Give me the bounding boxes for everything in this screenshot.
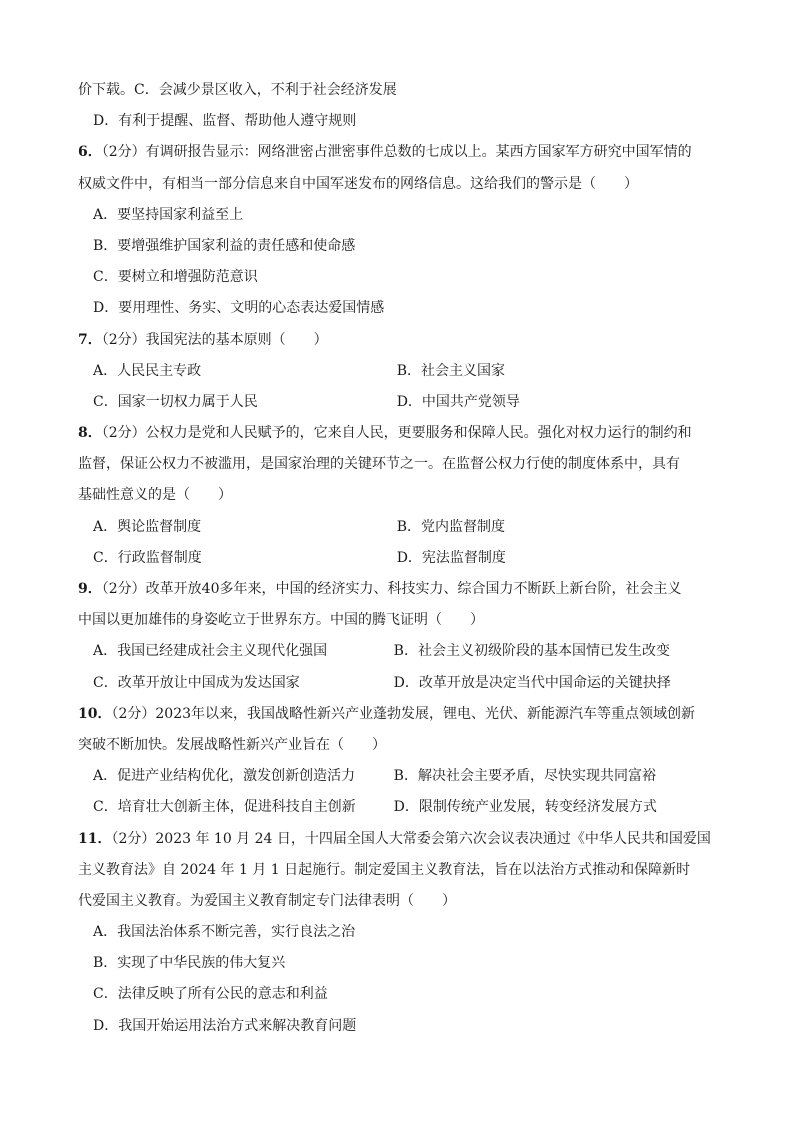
- question-8-stem-line-2: 监督，保证公权力不被滥用，是国家治理的关键环节之一。在监督公权力行使的制度体系中，具有: [78, 456, 680, 473]
- question-7-option-b: B．社会主义国家: [396, 362, 505, 379]
- question-7-stem-line-1: 7．（2分）我国宪法的基本原则（ ）: [78, 331, 328, 348]
- question-9-option-c: C．改革开放让中国成为发达国家: [93, 674, 300, 691]
- question-9-stem-line-1: 9．（2分）改革开放40多年来，中国的经济实力、科技实力、综合国力不断跃上新台阶，社会主义: [78, 581, 682, 597]
- question-6-option-d: D．要用理性、务实、文明的心态表达爱国情感: [93, 300, 385, 317]
- question-10-option-a: A．促进产业结构优化，激发创新创造活力: [93, 768, 356, 785]
- question-8-option-b: B．党内监督制度: [396, 518, 505, 535]
- prev-question-continuation: [78, 78, 718, 109]
- question-number: 6．: [78, 144, 102, 161]
- question-7-options-row-2: [78, 390, 718, 421]
- question-6-option-a: A．要坚持国家利益至上: [93, 206, 244, 223]
- question-11-option-a: A．我国法治体系不断完善，实行良法之治: [93, 924, 356, 941]
- question-6-stem-line-2: 权威文件中，有相当一部分信息来自中国军迷发布的网络信息。这给我们的警示是（ ）: [78, 175, 638, 192]
- question-11-option-d: D．我国开始运用法治方式来解决教育问题: [93, 1017, 357, 1034]
- prev-continuation-text: 价下载。C．会减少景区收入，不利于社会经济发展: [78, 82, 397, 98]
- question-10-stem-line-1: 10．（2分）2023年以来，我国战略性新兴产业蓬勃发展，锂电、光伏、新能源汽车等重点领域创新: [78, 705, 696, 722]
- question-10-options-row-2: [78, 795, 718, 826]
- question-10-option-d: D．限制传统产业发展，转变经济发展方式: [393, 799, 657, 816]
- exam-page: [78, 78, 718, 1045]
- question-10-stem-line-2: 突破不断加快。发展战略性新兴产业旨在（ ）: [78, 736, 386, 753]
- question-8-stem-line-3: 基础性意义的是（ ）: [78, 487, 232, 504]
- question-10-options-row-1: [78, 764, 718, 795]
- question-8-options-row-1: [78, 515, 718, 546]
- question-9-option-a: A．我国已经建成社会主义现代化强国: [93, 643, 328, 660]
- question-10-option-c: C．培育壮大创新主体，促进科技自主创新: [93, 799, 356, 816]
- question-11-option-b: B．实现了中华民族的伟大复兴: [93, 955, 286, 972]
- question-number: 9．: [78, 581, 102, 597]
- question-11-stem-line-3: 代爱国主义教育。为爱国主义教育制定专门法律表明（ ）: [78, 892, 456, 909]
- question-9-option-d: D．改革开放是决定当代中国命运的关键抉择: [393, 674, 671, 691]
- question-9-options-row-2: [78, 671, 718, 702]
- question-6-option-c: C．要树立和增强防范意识: [93, 269, 258, 286]
- question-number: 7．: [78, 331, 102, 348]
- question-8-options-row-2: [78, 546, 718, 577]
- question-11-stem-line-1: 11．（2分）2023 年 10 月 24 日，十四届全国人大常委会第六次会议表决通过《中华人民共和国爱国: [78, 830, 711, 847]
- question-8-option-d: D．宪法监督制度: [396, 549, 506, 566]
- question-7-option-a: A．人民民主专政: [93, 362, 202, 379]
- question-8-stem-line-1: 8．（2分）公权力是党和人民赋予的，它来自人民，更要服务和保障人民。强化对权力运行的制约和: [78, 425, 692, 442]
- question-6-option-b: B．要增强维护国家利益的责任感和使命感: [93, 237, 356, 254]
- question-7-option-d: D．中国共产党领导: [396, 393, 520, 410]
- question-10-option-b: B．解决社会主要矛盾，尽快实现共同富裕: [393, 768, 656, 785]
- question-7-option-c: C．国家一切权力属于人民: [93, 393, 258, 410]
- question-6-stem-line-1: 6．（2分）有调研报告显示：网络泄密占泄密事件总数的七成以上。某西方国家军方研究中国军情的: [78, 144, 692, 161]
- question-11-option-c: C．法律反映了所有公民的意志和利益: [93, 986, 328, 1003]
- question-8-option-c: C．行政监督制度: [93, 549, 202, 566]
- question-number: 11．: [78, 830, 112, 847]
- question-9-stem-line-2: 中国以更加雄伟的身姿屹立于世界东方。中国的腾飞证明（ ）: [78, 612, 484, 629]
- prev-option-d: D．有利于提醒、监督、帮助他人遵守规则: [93, 113, 357, 130]
- question-9-option-b: B．社会主义初级阶段的基本国情已发生改变: [393, 643, 670, 660]
- question-number: 10．: [78, 705, 112, 722]
- question-11-stem-line-2: 主义教育法》自 2024 年 1 月 1 日起施行。制定爱国主义教育法，旨在以法治方式推动和保障新时: [78, 861, 691, 878]
- question-9-options-row-1: [78, 639, 718, 670]
- question-7-options-row-1: [78, 359, 718, 390]
- question-number: 8．: [78, 425, 102, 442]
- question-8-option-a: A．舆论监督制度: [93, 518, 202, 535]
